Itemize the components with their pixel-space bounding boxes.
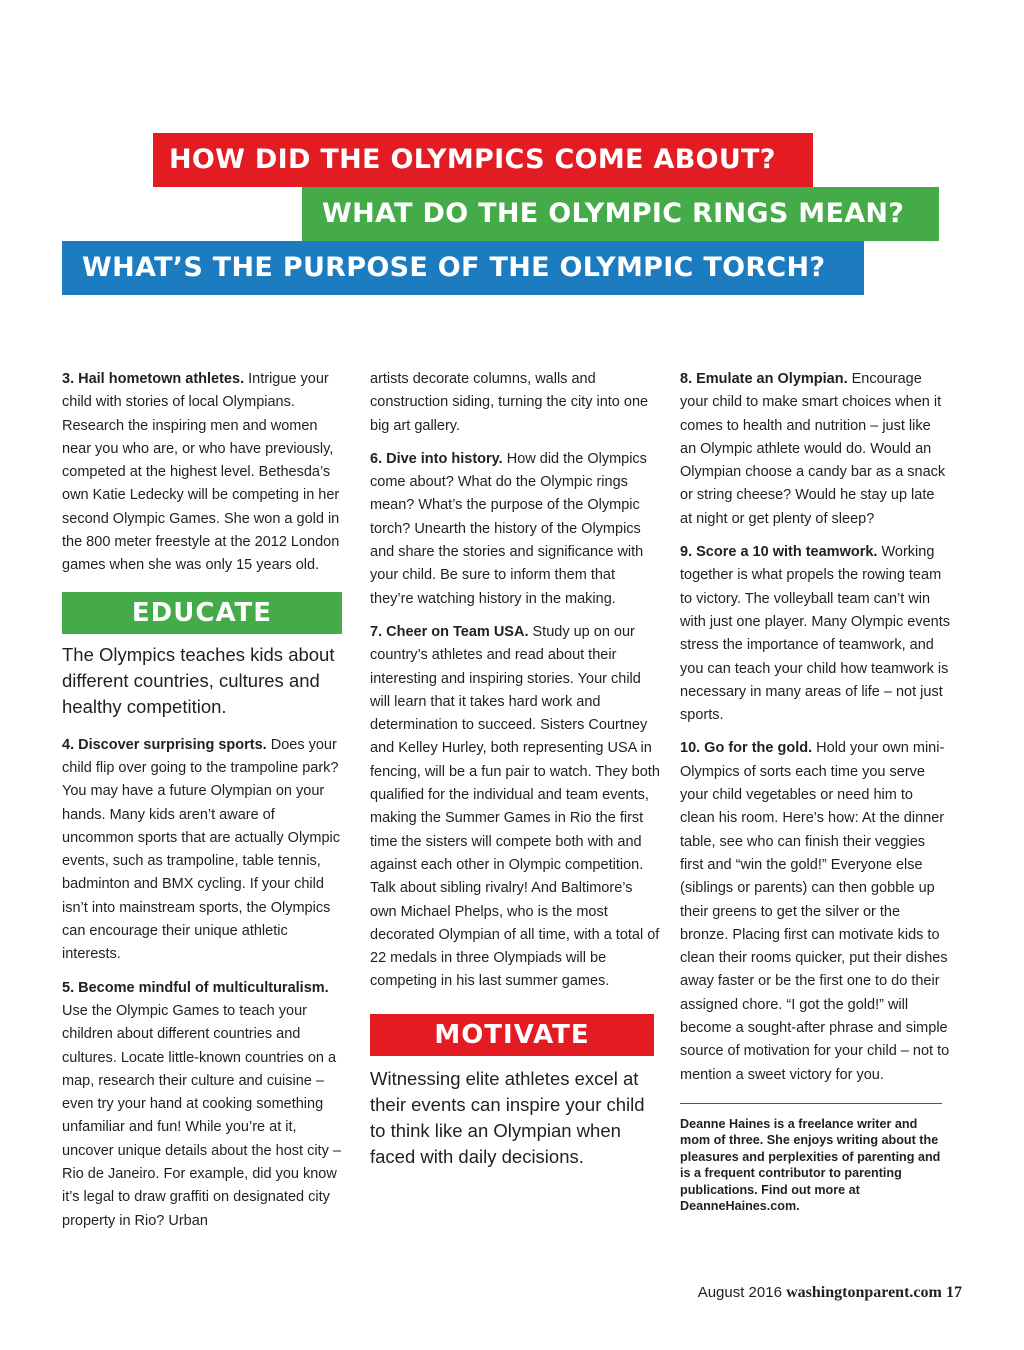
banner-question-olympic-rings (302, 187, 939, 241)
page-footer (698, 1284, 962, 1302)
tip-5 (62, 977, 346, 1233)
section-heading-motivate: MOTIVATE (370, 1014, 654, 1056)
tip-4 (62, 734, 346, 967)
tip-title: 5. Become mindful of multiculturalism. (62, 979, 329, 996)
tip-body: Use the Olympic Games to teach your children about different countries and cultures. Locate little-known countries on a map, research their culture and cuisine – even try your hand at cooking something unfamiliar and fun! While you’re at it, uncover unique details about the host city – Rio de Janeiro. For example, did you know it’s legal to draw graffiti on designated city property in Rio? Urban (62, 1002, 341, 1229)
tip-body: Study up on our country’s athletes and read about their interesting and inspiring stories. Your child will learn that it takes hard work and determination to succeed. Sisters Courtney and Kelley Hurley, both representing USA in fencing, will be a fun pair to watch. They both qualified for the individual and team events, making the Summer Games in Rio the first time the sisters will compete both with and against each other in Olympic competition. Talk about sibling rivalry! And Baltimore’s own Michael Phelps, who is the most decorated Olympian of all time, with a total of 22 medals in three Olympiads will be competing in his last summer games. (370, 623, 660, 990)
tip-title: 7. Cheer on Team USA. (370, 623, 529, 640)
tip-body: Intrigue your child with stories of local Olympians. Research the inspiring men and women near you who are, or who have previously, competed at the highest level. Bethesda’s own Katie Ledecky will be competing in her second Olympic Games. She won a gold in the 800 meter freestyle at the 2012 London games when she was only 15 years old. (62, 371, 340, 574)
article-column-3 (680, 368, 950, 1215)
tip-body: Does your child flip over going to the trampoline park? You may have a future Olympian on your hands. Many kids aren’t aware of uncommon sports that are actually Olympic events, such as trampoline, table tennis, badminton and BMX cycling. If your child isn’t into mainstream sports, the Olympics can encourage their unique athletic interests. (62, 736, 341, 963)
divider (680, 1103, 942, 1104)
banner-question-olympics-origin (153, 133, 813, 187)
banner-text: WHAT’S THE PURPOSE OF THE OLYMPIC TORCH? (82, 252, 826, 283)
tip-6 (370, 448, 660, 611)
article-column-2 (370, 368, 660, 1184)
tip-title: 4. Discover surprising sports. (62, 736, 267, 753)
tip-10 (680, 737, 950, 1086)
tip-8 (680, 368, 950, 531)
tip-title: 3. Hail hometown athletes. (62, 371, 245, 387)
tip-body: Working together is what propels the rowing team to victory. The volleyball team can’t win with just one player. Many Olympic events stress the importance of teamwork, and you can teach your child how teamwork is necessary in many areas of life – not just sports. (680, 544, 950, 724)
site-name: washingtonparent.com (786, 1284, 942, 1301)
tip-5-continued: artists decorate columns, walls and construction siding, turning the city into one big art gallery. (370, 371, 649, 434)
article-column-1 (62, 368, 346, 1243)
tip-title: 6. Dive into history. (370, 450, 503, 467)
banner-text: HOW DID THE OLYMPICS COME ABOUT? (169, 144, 776, 175)
motivate-lead: Witnessing elite athletes excel at their events can inspire your child to think like an Olympian when faced with daily decisions. (370, 1067, 645, 1167)
tip-body: Hold your own mini-Olympics of sorts each time you serve your child vegetables or need him to clean his room. Here’s how: At the dinner table, see who can finish their veggies first and “win the gold!” Everyone else (siblings or parents) can then gobble up their greens to get the silver or the bronze. Placing first can motivate kids to clean their rooms quicker, put their dishes away faster or be the first one to do their assigned chore. “I got the gold!” will become a sought-after phrase and simple source of motivation for your child – not to mention a sweet victory for you. (680, 740, 950, 1083)
tip-9 (680, 541, 950, 727)
tip-7 (370, 621, 660, 994)
tip-body: How did the Olympics come about? What do the Olympic rings mean? What’s the purpose of the Olympic torch? Unearth the history of the Olympics and share the stories and significance with your child. Be sure to inform them that they’re watching history in the making. (370, 450, 647, 607)
educate-lead: The Olympics teaches kids about different countries, cultures and healthy competition. (62, 643, 335, 717)
author-bio: Deanne Haines is a freelance writer and mom of three. She enjoys writing about the pleasures and perplexities of parenting and is a frequent contributor to parenting publications. Find out more at DeanneHaines.com. (680, 1116, 941, 1214)
section-heading-educate: EDUCATE (62, 592, 342, 634)
banner-text: WHAT DO THE OLYMPIC RINGS MEAN? (322, 198, 905, 229)
tip-title: 8. Emulate an Olympian. (680, 371, 848, 387)
issue-date: August 2016 (697, 1284, 782, 1301)
tip-title: 9. Score a 10 with teamwork. (680, 544, 878, 561)
tip-body: Encourage your child to make smart choices when it comes to health and nutrition – just like an Olympic athlete would do. Would an Olympian choose a candy bar as a snack or string cheese? Would he stay up late at night or get plenty of sleep? (680, 371, 946, 527)
tip-title: 10. Go for the gold. (680, 740, 813, 757)
tip-3 (62, 368, 346, 578)
banner-question-olympic-torch (62, 241, 864, 295)
page-number: 17 (946, 1284, 962, 1301)
